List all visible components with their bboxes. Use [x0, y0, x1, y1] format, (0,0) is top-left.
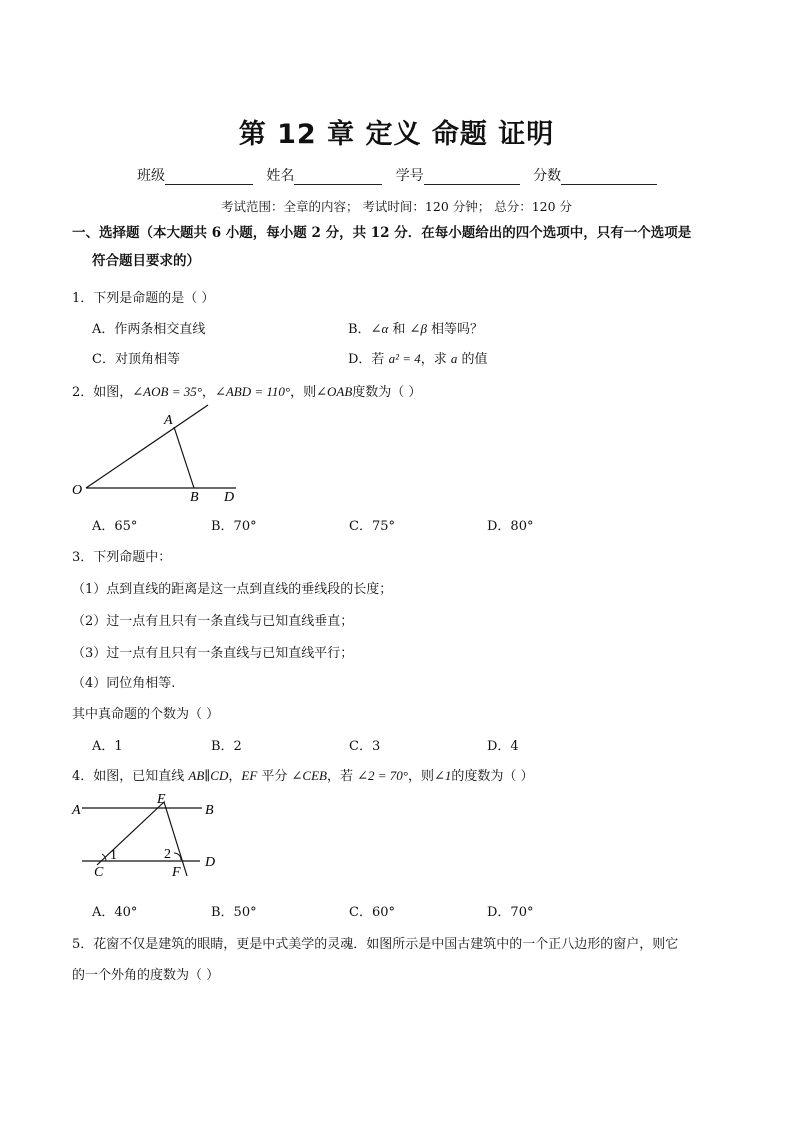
- q4-label-e: E: [157, 792, 166, 807]
- q2-line-ab: [174, 427, 194, 488]
- q4-label-f: F: [172, 865, 181, 880]
- q3-ask: 其中真命题的个数为（ ）: [72, 707, 220, 722]
- q2-option-b: B．70°: [211, 519, 257, 534]
- q3-option-c: C．3: [349, 739, 381, 754]
- q5-line2: 的一个外角的度数为（ ）: [72, 968, 220, 983]
- q2-label-o: O: [72, 483, 83, 498]
- section-heading-line2: 符合题目要求的）: [92, 253, 200, 269]
- score-blank[interactable]: [561, 170, 657, 185]
- q3-item-3: （3）过一点有且只有一条直线与已知直线平行；: [72, 646, 354, 661]
- q4-figure: [66, 790, 226, 885]
- info-line: [137, 165, 657, 185]
- q2-label-a: A: [164, 413, 173, 428]
- q2-label-d: D: [224, 490, 235, 505]
- q2-option-d: D．80°: [487, 519, 534, 534]
- q3-item-1: （1）点到直线的距离是这一点到直线的垂线段的长度；: [72, 582, 393, 597]
- q4-label-b: B: [205, 803, 214, 818]
- id-label: 学号: [395, 168, 424, 184]
- id-blank[interactable]: [424, 170, 520, 185]
- q4-option-b: B．50°: [211, 905, 257, 920]
- q2-figure: [66, 400, 246, 505]
- name-label: 姓名: [266, 168, 295, 184]
- q4-label-a: A: [72, 803, 81, 818]
- q1-option-a: A．作两条相交直线: [92, 322, 206, 337]
- q2-option-a: A．65°: [92, 519, 138, 534]
- q2-option-c: C．75°: [349, 519, 395, 534]
- q2-label-b: B: [190, 490, 199, 505]
- q4-stem: 4．如图，已知直线 AB∥CD，EF 平分 ∠CEB，若 ∠2 = 70°，则∠1的度数为（ ）: [72, 768, 534, 784]
- q3-item-4: （4）同位角相等.: [72, 676, 176, 691]
- class-blank[interactable]: [165, 170, 253, 185]
- exam-meta: 考试范围：全章的内容； 考试时间：120 分钟； 总分：120 分: [220, 199, 573, 214]
- q1-option-c: C．对顶角相等: [92, 352, 180, 367]
- section-heading-line1: 一、选择题（本大题共 6 小题，每小题 2 分，共 12 分．在每小题给出的四个选项中，只有一个选项是: [72, 225, 692, 241]
- q4-option-d: D．70°: [487, 905, 534, 920]
- q4-label-d: D: [205, 855, 216, 870]
- q1-option-b: B．∠α 和 ∠β 相等吗？: [348, 321, 484, 337]
- q4-line-ec: [97, 802, 164, 865]
- q1-option-d: D．若 a² = 4，求 a 的值: [348, 351, 488, 367]
- q1-stem: 1．下列是命题的是（ ）: [72, 291, 215, 306]
- q3-stem: 3．下列命题中：: [72, 550, 172, 565]
- q5-line1: 5．花窗不仅是建筑的眼睛，更是中式美学的灵魂．如图所示是中国古建筑中的一个正八边形的窗户，则它: [72, 937, 679, 952]
- q4-option-a: A．40°: [92, 905, 138, 920]
- q4-option-c: C．60°: [349, 905, 395, 920]
- q3-option-d: D．4: [487, 739, 519, 754]
- q4-label-c: C: [94, 865, 104, 880]
- name-blank[interactable]: [294, 170, 382, 185]
- q4-label-angle-2: 2: [164, 847, 171, 862]
- page-title: 第 12 章 定义 命题 证明: [238, 119, 555, 150]
- class-label: 班级: [137, 168, 165, 184]
- q3-item-2: （2）过一点有且只有一条直线与已知直线垂直；: [72, 614, 354, 629]
- q3-option-b: B．2: [211, 739, 242, 754]
- q3-option-a: A．1: [92, 739, 123, 754]
- q2-stem: 2．如图，∠AOB = 35°，∠ABD = 110°，则∠OAB度数为（ ）: [72, 384, 422, 400]
- score-label: 分数: [533, 168, 562, 184]
- q4-label-angle-1: 1: [110, 848, 117, 863]
